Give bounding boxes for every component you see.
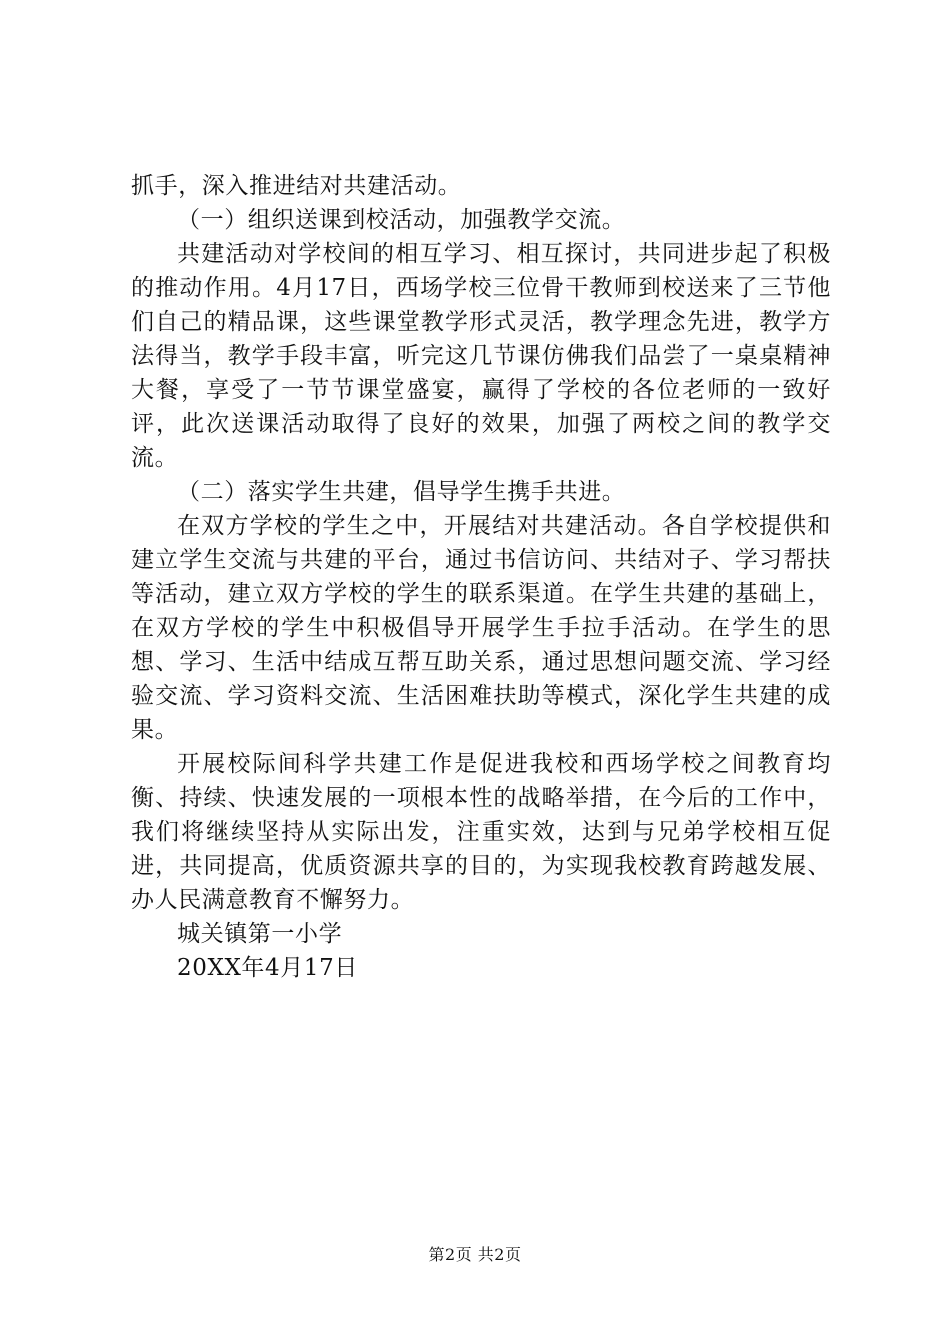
paragraph-teaching-exchange: 共建活动对学校间的相互学习、相互探讨，共同进步起了积极的推动作用。4月17日，西场学校三位骨干教师到校送来了三节他们自己的精品课，这些课堂教学形式灵活，教学理念先进，教学方法得当，教学手段丰富，听完这几节课仿佛我们品尝了一桌桌精神大餐，享受了一节节课堂盛宴，赢得了学校的各位老师的一致好评，此次送课活动取得了良好的效果，加强了两校之间的教学交流。: [131, 241, 831, 471]
document-body: [131, 169, 831, 985]
page-footer: 第2页 共2页: [428, 1245, 522, 1264]
paragraph-conclusion: 开展校际间科学共建工作是促进我校和西场学校之间教育均衡、持续、快速发展的一项根本性的战略举措，在今后的工作中，我们将继续坚持从实际出发，注重实效，达到与兄弟学校相互促进，共同提高，优质资源共享的目的，为实现我校教育跨越发展、办人民满意教育不懈努力。: [131, 751, 831, 913]
section-heading-1: （一）组织送课到校活动，加强教学交流。: [177, 207, 626, 233]
signature-school: 城关镇第一小学: [177, 921, 343, 947]
paragraph-continuation: 抓手，深入推进结对共建活动。: [131, 173, 462, 199]
paragraph-student-partnership: 在双方学校的学生之中，开展结对共建活动。各自学校提供和建立学生交流与共建的平台，通过书信访问、共结对子、学习帮扶等活动，建立双方学校的学生的联系渠道。在学生共建的基础上，在双方学校的学生中积极倡导开展学生手拉手活动。在学生的思想、学习、生活中结成互帮互助关系，通过思想问题交流、学习经验交流、学习资料交流、生活困难扶助等模式，深化学生共建的成果。: [131, 513, 831, 743]
signature-date: 20XX年4月17日: [177, 955, 358, 981]
section-heading-2: （二）落实学生共建，倡导学生携手共进。: [177, 479, 626, 505]
